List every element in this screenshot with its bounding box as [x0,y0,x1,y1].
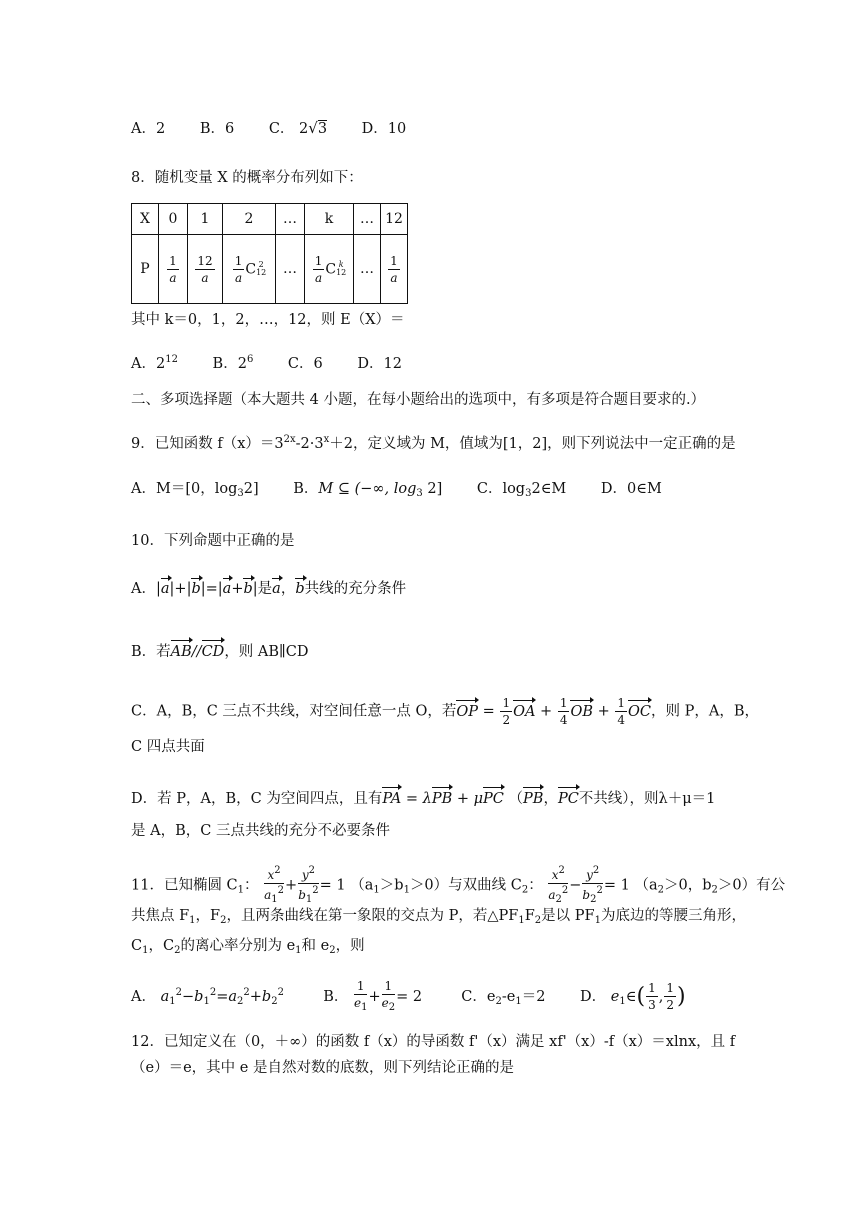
q7-option-c: C． 2√3 [268,119,328,137]
q8-options [131,350,402,374]
table-cell: $\frac{1}{a}$ C 2 12 [223,235,276,304]
table-cell: 1 [188,204,223,235]
q8-expectation-text: 其中 k＝0，1，2，…，12，则 E（X）＝ [131,312,405,328]
table-cell: $\frac{12}{a}$ [188,235,223,304]
q8-stem: 8．随机变量 X 的概率分布列如下： [131,170,363,186]
q7-option-a: A．2 [131,121,166,137]
q10-option-d: D．若 P，A，B，C 为空间四点，且有PA = λPB + μPC （PB，PC不共线），则λ＋μ＝1 [131,791,716,807]
q8-option-b: B．$2^6$ [212,354,254,372]
q8-option-a: A．$2^{12}$ [131,354,178,372]
q10-stem: 10．下列命题中正确的是 [131,533,295,549]
q10-option-b: B．若AB//CD，则 AB∥CD [131,644,309,660]
table-cell: … [276,235,305,304]
q11-option-a: A． $a_1^2-b_1^2=a_2^2+b_2^2$ [131,986,284,1007]
q9-option-c: C．$\log_32\in M$ [476,481,567,499]
probability-distribution-table [131,203,408,304]
table-cell: … [354,235,381,304]
table-cell: 0 [159,204,188,235]
table-cell: k [305,204,354,235]
q12-stem-line2: （e）＝e，其中 e 是自然对数的底数，则下列结论正确的是 [131,1060,514,1076]
q11-stem-line3: $C_1$，$C_2$的离心率分别为 $e_1$和 $e_2$，则 [131,938,365,956]
table-cell: 2 [223,204,276,235]
q12-stem-line1: 12．已知定义在（0，＋∞）的函数 f（x）的导函数 f'（x）满足 xf'（x）-f（x）＝xlnx，且 f [131,1034,736,1050]
q8-option-d: D．12 [357,356,402,372]
q11-option-d: D． $e_1\in$( $\frac{1}{3}$ , $\frac{1}{2}$ ) [580,981,686,1012]
q9-option-a: A．M＝[0，$\log_32$] [131,481,259,499]
q9-options [131,479,662,504]
q11-stem-line2: 共焦点 $F_1$，$F_2$，且两条曲线在第一象限的交点为 P，若$\triangle PF_1F_2$是以 $PF_1$为底边的等腰三角形， [131,908,746,926]
q9-stem: 9．已知函数 $f(x)=3^{2x}-2\cdot 3^x+2$，定义域为 M，值域为[1，2]，则下列说法中一定正确的是 [131,434,736,452]
q10-option-d-cont: 是 A，B，C 三点共线的充分不必要条件 [131,823,390,839]
q11-option-c: C．$e_2-e_1=2$ [461,988,546,1007]
q11-option-b: B． $\frac{1}{e_1}$ + $\frac{1}{e_2}$ = 2 [323,979,423,1013]
q11-stem-line1: 11．已知椭圆 $C_1$： $\frac{x^2}{a_1^2}$ + $\frac{y^2}{b_1^2}$ = 1 $(a_1>b_1>0)$与双曲线 $C_2$： $\frac{x^2}{a_2^2}$ − $\frac{y^2}{b_2^2}$ = 1 （$a_2>0$，$b_2>0$）有公 [131,865,786,905]
table-cell: $\frac{1}{a}$ [159,235,188,304]
table-cell: $\frac{1}{a}$ C k 12 [305,235,354,304]
table-cell: $\frac{1}{a}$ [381,235,408,304]
q10-option-c: C．A，B，C 三点不共线，对空间任意一点 O，若OP = $\frac{1}{2}$ OA + $\frac{1}{4}$ OB + $\frac{1}{4}$ OC，则 P，A，B， [131,696,760,727]
q10-option-a: A．|a|+|b|=|a+b|是a，b共线的充分条件 [131,581,407,597]
q10-option-c-cont: C 四点共面 [131,739,205,755]
q9-option-b: B．M ⊆ (−∞, $\log_3 2$] [293,481,443,499]
section-heading: 二、多项选择题（本大题共 4 小题，在每小题给出的选项中，有多项是符合题目要求的.） [131,392,706,408]
q7-option-d: D．10 [361,121,407,137]
q8-option-c: C．6 [287,356,323,372]
q9-option-d: D．0∈M [600,481,662,497]
table-cell: … [276,204,305,235]
q7-options [131,118,406,139]
table-cell: 12 [381,204,408,235]
q7-option-b: B．6 [199,121,235,137]
table-cell: P [132,235,159,304]
q11-options [131,980,686,1013]
table-cell: X [132,204,159,235]
table-cell: … [354,204,381,235]
